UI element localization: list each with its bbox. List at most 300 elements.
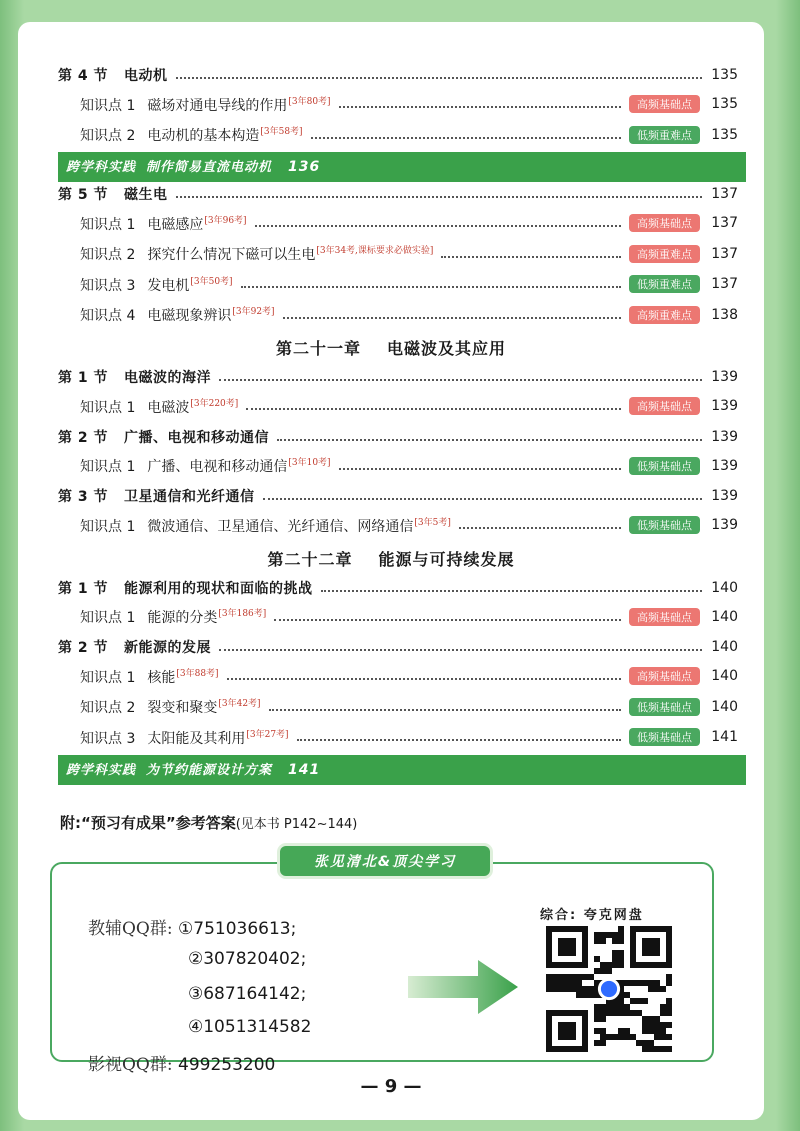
document-page (18, 22, 764, 1120)
qr-module (648, 1028, 654, 1034)
qr-module (594, 1010, 600, 1016)
qr-module (642, 980, 648, 986)
qr-module (600, 1016, 606, 1022)
toc-knowledge-point[interactable] (80, 122, 738, 148)
qr-module (630, 1010, 636, 1016)
qr-module (606, 962, 612, 968)
qr-module (564, 980, 570, 986)
contact-banner: 张见清北&顶尖学习 (280, 846, 490, 876)
toc-title: 太阳能及其利用 (147, 730, 246, 747)
leader-dots (176, 67, 703, 79)
qr-module (618, 1004, 624, 1010)
qr-module (600, 1010, 606, 1016)
appendix-line (60, 812, 357, 833)
qr-module (636, 980, 642, 986)
qr-module (630, 980, 636, 986)
qq-group-2: ②307820402; (188, 949, 307, 969)
exam-frequency-tag: [3年27考] (246, 729, 289, 740)
qr-module (582, 974, 588, 980)
qr-module (660, 1046, 666, 1052)
appendix-title: 附:“预习有成果”参考答案 (60, 814, 236, 832)
qq-group-3: ③687164142; (188, 984, 307, 1004)
toc-index: 第 3 节 (58, 489, 108, 505)
leader-dots (227, 668, 621, 680)
toc-index: 第 2 节 (58, 640, 108, 656)
exam-frequency-tag: [3年58考] (260, 127, 303, 137)
exam-frequency-tag: [3年186考] (218, 609, 267, 619)
leader-dots (263, 488, 703, 500)
leader-dots (274, 609, 621, 621)
qr-module (624, 992, 630, 998)
toc-knowledge-point[interactable] (80, 393, 738, 419)
toc-knowledge-point[interactable] (80, 91, 738, 117)
toc-title: 磁场对通电导线的作用 (147, 97, 288, 114)
leader-dots (339, 96, 621, 108)
toc-page-number: 135 (711, 67, 738, 83)
exam-frequency-tag: [3年96考] (204, 215, 247, 226)
qq-line-1 (88, 914, 296, 939)
qr-module (654, 980, 660, 986)
qr-module (624, 980, 630, 986)
leader-dots (339, 458, 621, 470)
qr-module (546, 974, 552, 980)
toc-title: 核能 (147, 669, 176, 686)
difficulty-badge: 低频重难点 (629, 126, 700, 144)
qr-module (660, 986, 666, 992)
qr-module (630, 998, 636, 1004)
toc-page-number: 139 (711, 457, 738, 474)
toc-knowledge-point[interactable] (80, 663, 738, 689)
toc-page-number: 139 (711, 488, 738, 504)
toc-title: 微波通信、卫星通信、光纤通信、网络通信 (147, 518, 414, 535)
qr-module (654, 1022, 660, 1028)
toc-title: 新能源的发展 (124, 640, 211, 656)
toc-title: 为节约能源设计方案 (146, 762, 273, 778)
toc-index: 知识点 1 (80, 610, 136, 626)
toc-index: 知识点 2 (80, 247, 136, 263)
qr-module (666, 1046, 672, 1052)
toc-knowledge-point[interactable] (80, 724, 738, 750)
chapter-heading (18, 336, 764, 359)
toc-knowledge-point[interactable] (80, 210, 738, 236)
qq-line-3 (188, 984, 306, 1004)
qr-module (654, 1028, 660, 1034)
toc-index: 第 4 节 (58, 68, 108, 84)
toc-title: 电磁波 (147, 399, 190, 416)
toc-section[interactable] (58, 181, 738, 207)
toc-index: 知识点 1 (80, 216, 136, 233)
qr-module (636, 998, 642, 1004)
qr-module (612, 956, 618, 962)
toc-label (58, 184, 168, 204)
difficulty-badge: 高频基础点 (629, 397, 700, 415)
appendix-note: (见本书 P142~144) (235, 817, 358, 832)
qr-module (624, 1034, 630, 1040)
toc-index: 第 1 节 (58, 370, 108, 386)
qr-module (600, 1028, 606, 1034)
toc-label (58, 65, 168, 85)
qr-module (564, 986, 570, 992)
qr-module (648, 1022, 654, 1028)
qr-module (600, 1034, 606, 1040)
leader-dots (311, 127, 621, 139)
qr-module (564, 974, 570, 980)
toc-index: 知识点 3 (80, 730, 136, 747)
toc-label (58, 637, 211, 657)
qr-module (558, 986, 564, 992)
toc-label (80, 696, 261, 717)
exam-frequency-tag: [3年80考] (288, 96, 331, 107)
qr-module (594, 1028, 600, 1034)
qr-module (618, 962, 624, 968)
exam-frequency-tag: [3年34考,课标要求必做实验] (316, 246, 434, 256)
toc-section[interactable] (58, 62, 738, 88)
toc-title: 裂变和聚变 (147, 700, 218, 716)
toc-knowledge-point[interactable] (80, 512, 738, 538)
leader-dots (321, 580, 703, 592)
toc-index: 第 1 节 (58, 580, 108, 597)
qr-module (594, 1040, 600, 1046)
qr-module (594, 938, 600, 944)
qr-module (600, 962, 606, 968)
chapter-title: 能源与可持续发展 (378, 549, 515, 569)
qr-module (624, 1010, 630, 1016)
qr-title: 综合: 夸克网盘 (540, 908, 644, 923)
qr-module (594, 956, 600, 962)
toc-page-number: 139 (711, 517, 738, 533)
toc-page-number: 139 (711, 428, 738, 445)
qr-module (642, 938, 660, 956)
qr-module (600, 1004, 606, 1010)
qr-module (618, 956, 624, 962)
qr-module (660, 1004, 666, 1010)
qr-module (648, 1040, 654, 1046)
toc-index: 知识点 4 (80, 308, 136, 324)
toc-title: 广播、电视和移动通信 (124, 429, 269, 446)
exam-frequency-tag: [3年92考] (232, 307, 275, 317)
qr-module (558, 938, 576, 956)
qr-module (582, 986, 588, 992)
toc-label (58, 486, 255, 506)
toc-label (80, 243, 433, 264)
toc-page-number: 141 (288, 761, 321, 778)
qr-module (642, 998, 648, 1004)
toc-knowledge-point[interactable] (80, 453, 738, 479)
qr-center-logo (599, 979, 618, 998)
qr-module (642, 1028, 648, 1034)
qr-module (618, 1010, 624, 1016)
qr-module (642, 1046, 648, 1052)
toc-section[interactable] (58, 575, 738, 601)
toc-page-number: 140 (711, 639, 738, 655)
qr-module (636, 1010, 642, 1016)
toc-page-number: 135 (711, 96, 738, 112)
toc-title: 能源的分类 (147, 610, 218, 626)
chapter-number: 第二十二章 (267, 549, 353, 569)
toc-section[interactable] (58, 424, 738, 450)
qr-module (642, 1040, 648, 1046)
toc-page-number: 140 (711, 579, 738, 596)
toc-page-number: 135 (711, 126, 738, 143)
qr-module (570, 986, 576, 992)
toc-label (80, 94, 331, 115)
video-line (88, 1050, 275, 1075)
qr-module (648, 1016, 654, 1022)
qr-module (618, 1034, 624, 1040)
qr-module (546, 980, 552, 986)
qr-module (666, 980, 672, 986)
exam-frequency-tag: [3年50考] (190, 276, 233, 287)
qr-module (576, 980, 582, 986)
qr-module (612, 950, 618, 956)
leader-dots (283, 307, 621, 319)
toc-index: 知识点 1 (80, 97, 136, 114)
qr-module (606, 932, 612, 938)
qr-module (612, 962, 618, 968)
qr-module (576, 992, 582, 998)
toc-section[interactable] (58, 364, 738, 390)
toc-index: 知识点 3 (80, 277, 136, 294)
qr-module (648, 980, 654, 986)
toc-index: 知识点 2 (80, 128, 136, 144)
leader-dots (255, 215, 621, 227)
toc-title: 电磁波的海洋 (124, 370, 211, 386)
qr-module (660, 1010, 666, 1016)
qr-module (666, 974, 672, 980)
toc-label (80, 304, 275, 325)
toc-page-number: 140 (711, 668, 738, 684)
qr-module (588, 986, 594, 992)
toc-page-number: 137 (711, 245, 738, 262)
qq-line-2 (188, 949, 306, 969)
toc-title: 能源利用的现状和面临的挑战 (124, 580, 313, 597)
qr-module (654, 1034, 660, 1040)
video-group: 499253200 (178, 1055, 276, 1075)
toc-label (62, 763, 272, 778)
toc-section[interactable] (58, 634, 738, 660)
toc-title: 磁生电 (124, 187, 168, 203)
qr-module (576, 986, 582, 992)
toc-practice-item[interactable] (58, 755, 746, 785)
qr-module (660, 1022, 666, 1028)
toc-title: 广播、电视和移动通信 (147, 459, 288, 475)
qr-module (558, 974, 564, 980)
toc-title: 电动机的基本构造 (147, 128, 260, 144)
leader-dots (241, 276, 621, 288)
qr-module (648, 1046, 654, 1052)
qr-module (552, 974, 558, 980)
exam-frequency-tag: [3年5考] (414, 517, 451, 528)
qr-module (552, 980, 558, 986)
qr-module (612, 1004, 618, 1010)
difficulty-badge: 高频基础点 (629, 667, 700, 685)
qr-module (606, 1004, 612, 1010)
qq-label: 教辅QQ群: (88, 919, 173, 939)
qr-module (582, 992, 588, 998)
toc-page-number: 141 (711, 729, 738, 745)
toc-knowledge-point[interactable] (80, 604, 738, 630)
toc-index: 知识点 1 (80, 518, 136, 535)
qr-module (624, 1028, 630, 1034)
toc-title: 电磁现象辨识 (147, 308, 232, 324)
difficulty-badge: 高频基础点 (629, 95, 700, 113)
toc-section[interactable] (58, 483, 738, 509)
toc-index: 知识点 1 (80, 459, 136, 475)
difficulty-badge: 低频基础点 (629, 516, 700, 534)
qr-module (618, 998, 624, 1004)
chapter-number: 第二十一章 (275, 339, 361, 358)
video-label: 影视QQ群: (88, 1055, 173, 1075)
difficulty-badge: 高频基础点 (629, 608, 700, 626)
qr-module (600, 1040, 606, 1046)
toc-knowledge-point[interactable] (80, 241, 738, 267)
toc-index: 第 2 节 (58, 429, 108, 446)
toc-label (80, 515, 451, 536)
leader-dots (219, 639, 702, 651)
qr-module (630, 1034, 636, 1040)
toc-page-number: 140 (711, 608, 738, 625)
toc-label (58, 367, 211, 387)
toc-page-number: 140 (711, 698, 738, 715)
qr-module (642, 1016, 648, 1022)
toc-page-number: 139 (711, 369, 738, 385)
toc-title: 发电机 (147, 277, 190, 294)
toc-practice-item[interactable] (58, 152, 746, 182)
qr-module (654, 1046, 660, 1052)
toc-page-number: 136 (288, 159, 321, 175)
qr-module (666, 998, 672, 1004)
page-number: — 9 — (360, 1076, 422, 1097)
qq-line-4 (188, 1017, 311, 1037)
exam-frequency-tag: [3年10考] (288, 458, 331, 468)
qr-module (570, 980, 576, 986)
qr-module (606, 1034, 612, 1040)
difficulty-badge: 低频基础点 (629, 698, 700, 716)
toc-page-number: 138 (711, 306, 738, 323)
arrow-right-icon (408, 960, 518, 1014)
qr-module (594, 932, 600, 938)
qr-module (600, 932, 606, 938)
qq-group-4: ④1051314582 (188, 1017, 312, 1037)
qr-module (546, 986, 552, 992)
qr-module (624, 1004, 630, 1010)
difficulty-badge: 低频基础点 (629, 728, 700, 746)
toc-label (80, 213, 247, 234)
qr-module (558, 1022, 576, 1040)
practice-badge: 跨学科实践 (62, 757, 140, 780)
qr-module (618, 950, 624, 956)
leader-dots (246, 398, 621, 410)
toc-page-number: 137 (711, 215, 738, 231)
toc-index: 知识点 2 (80, 700, 136, 716)
toc-title: 卫星通信和光纤通信 (124, 489, 255, 505)
toc-knowledge-point[interactable] (80, 302, 738, 328)
leader-dots (441, 246, 621, 258)
qr-module (612, 938, 618, 944)
qr-module (654, 986, 660, 992)
toc-label (80, 606, 266, 627)
toc-title: 电磁感应 (147, 216, 204, 233)
difficulty-badge: 高频基础点 (629, 214, 700, 232)
qr-module (660, 1034, 666, 1040)
qr-module (648, 986, 654, 992)
qr-module (618, 926, 624, 932)
toc-index: 第 5 节 (58, 187, 108, 203)
qr-module (600, 938, 606, 944)
toc-index: 知识点 1 (80, 669, 136, 686)
qr-module (552, 986, 558, 992)
qr-module (594, 1004, 600, 1010)
toc-index: 知识点 1 (80, 399, 136, 416)
leader-dots (277, 429, 702, 441)
leader-dots (269, 699, 621, 711)
qr-module (594, 968, 600, 974)
leader-dots (459, 517, 621, 529)
toc-label (58, 578, 313, 598)
toc-title: 电动机 (124, 68, 168, 84)
toc-title: 探究什么情况下磁可以生电 (147, 247, 316, 263)
qr-module (666, 1004, 672, 1010)
qr-module (594, 1016, 600, 1022)
practice-badge: 跨学科实践 (62, 154, 140, 177)
toc-label (58, 427, 269, 447)
exam-frequency-tag: [3年42考] (218, 699, 261, 709)
qr-module (618, 932, 624, 938)
toc-title: 制作简易直流电动机 (146, 160, 273, 175)
leader-dots (297, 729, 621, 741)
chapter-title: 电磁波及其应用 (387, 339, 507, 358)
qr-module (600, 968, 606, 974)
qr-module (612, 1034, 618, 1040)
contact-box (50, 854, 714, 1075)
toc-knowledge-point[interactable] (80, 694, 738, 720)
qr-module (666, 1034, 672, 1040)
toc-knowledge-point[interactable] (80, 271, 738, 297)
qr-module (570, 974, 576, 980)
difficulty-badge: 高频重难点 (629, 306, 700, 324)
qr-module (612, 1010, 618, 1016)
qr-module (606, 968, 612, 974)
qr-code-icon[interactable] (546, 926, 672, 1052)
exam-frequency-tag: [3年88考] (176, 668, 219, 679)
qr-module (612, 932, 618, 938)
qr-module (666, 1022, 672, 1028)
qr-module (588, 992, 594, 998)
difficulty-badge: 低频基础点 (629, 457, 700, 475)
toc-label (80, 124, 303, 145)
toc-page-number: 137 (711, 276, 738, 292)
toc-label (80, 274, 233, 295)
leader-dots (176, 186, 703, 198)
toc-label (80, 396, 238, 417)
toc-label (62, 160, 272, 175)
qr-module (558, 980, 564, 986)
qr-module (606, 1010, 612, 1016)
qr-module (666, 1010, 672, 1016)
qr-module (618, 1028, 624, 1034)
qq-group-1: ①751036613; (178, 919, 297, 939)
toc-page-number: 139 (711, 398, 738, 414)
toc-page-number: 137 (711, 186, 738, 202)
qr-module (654, 1016, 660, 1022)
qr-module (618, 938, 624, 944)
leader-dots (219, 369, 702, 381)
chapter-heading (18, 547, 764, 570)
qr-module (636, 1040, 642, 1046)
qr-module (660, 1028, 666, 1034)
difficulty-badge: 低频重难点 (629, 275, 700, 293)
qr-module (588, 974, 594, 980)
